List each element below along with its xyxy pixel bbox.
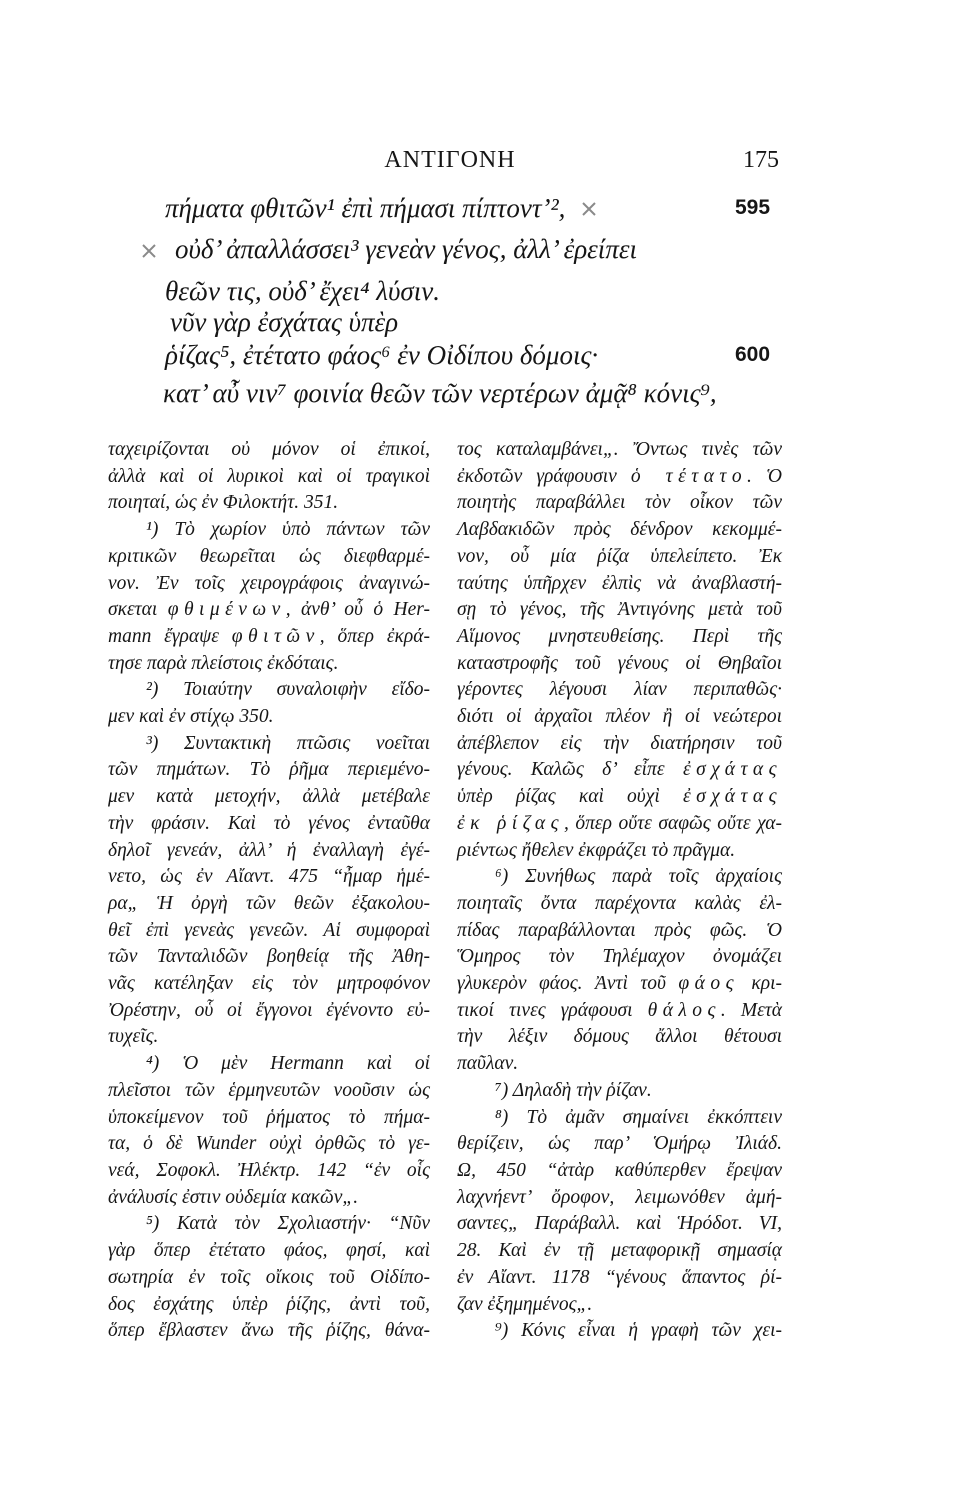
- footnote-line: ⁴) Ὁ μὲν Hermann καὶ οἱ: [146, 1053, 430, 1075]
- verse-line-number: 595: [735, 196, 771, 219]
- footnote-line: ⁹) Κόνις εἶναι ἡ γραφὴ τῶν χει-: [495, 1320, 782, 1342]
- footnote-line: δηλοῖ γενεάν, ἀλλ’ ἡ ἐναλλαγὴ ἐγέ-: [108, 839, 430, 861]
- emphasized-word: ἐκ ῥίζας: [457, 812, 564, 834]
- footnote-line: τὴν λέξιν δόμους ἄλλοι θέτουσι: [457, 1026, 782, 1048]
- footnote-line: ποιητὴς παραβάλλει τὸν οἶκον τῶν: [457, 492, 782, 514]
- footnote-line: ταύτης ὑπῆρχεν ἐλπὶς νὰ ἀναβλαστή-: [457, 572, 782, 594]
- footnote-line: τῶν πημάτων. Τὸ ῥῆμα περιεμένο-: [108, 759, 430, 781]
- emphasized-word: ἐσχάτας: [682, 759, 782, 781]
- footnote-line: κριτικῶν θεωρεῖται ὡς διεφθαρμέ-: [108, 545, 430, 567]
- page-number: 175: [743, 147, 779, 173]
- emphasized-word: ὁ τέτατο: [630, 465, 748, 487]
- footnote-line: ὑποκείμενον τοῦ ῥήματος τὸ πήμα-: [108, 1106, 430, 1128]
- footnote-line: ζαν ἐξημημένος„.: [457, 1293, 593, 1315]
- footnote-line: πλεῖστοι τῶν ἑρμηνευτῶν νοοῦσιν ὡς: [108, 1079, 430, 1101]
- verse-line: πήματα φθιτῶν¹ ἐπὶ πήμασι πίπτοντ’²,: [165, 193, 566, 223]
- footnote-line: ποιηταί, ὡς ἐν Φιλοκτήτ. 351.: [108, 492, 339, 514]
- footnote-line: ἀπέβλεπον εἰς τὴν διατήρησιν τοῦ: [457, 732, 782, 754]
- footnote-line: νᾶς κατέληξαν εἰς τὸν μητροφόνον: [108, 973, 430, 995]
- footnote-line: δος ἐσχάτης ὑπὲρ ῥίζης, ἀντὶ τοῦ,: [108, 1293, 430, 1315]
- footnote-line: θερίζειν, ὡς παρ’ Ὁμήρῳ Ἰλιάδ.: [457, 1133, 782, 1155]
- footnote-line: διότι οἱ ἀρχαῖοι πλέον ἢ οἱ νεώτεροι: [457, 706, 782, 728]
- footnote-line: νεά, Σοφοκλ. Ἠλέκτρ. 142 “ἐν οἷς: [108, 1159, 430, 1181]
- footnote-line: σωτηρία ἐν τοῖς οἴκοις τοῦ Οἰδίπο-: [108, 1266, 430, 1288]
- footnote-line: Ω, 450 “ἀτὰρ καθύπερθεν ἔρεψαν: [457, 1159, 782, 1181]
- footnote-line: νον, οὗ μία ῥίζα ὑπελείπετο. Ἐκ: [457, 545, 782, 567]
- footnote-line: παῦλαν.: [457, 1053, 519, 1075]
- footnote-line: πίδας παραβάλλονται πρὸς φῶς. Ὁ: [457, 919, 782, 941]
- footnote-line: σκεται φθιμένων, ἀνθ’ οὗ ὁ Her-: [108, 599, 430, 621]
- footnote-line: λαχνήεντ’ ὄροφον, λειμωνόθεν ἀμή-: [457, 1186, 782, 1208]
- footnote-line: τησε παρὰ πλείστοις ἐκδόταις.: [108, 652, 339, 674]
- footnote-line: Αἵμονος μνηστευθείσης. Περὶ τῆς: [457, 625, 782, 647]
- footnote-line: Λαβδακιδῶν πρὸς δένδρον κεκομμέ-: [457, 519, 782, 541]
- footnotes-right-column: [457, 437, 782, 1345]
- emphasized-word: ἐσχάτας: [682, 786, 782, 808]
- footnote-line: τῶν Τανταλιδῶν βοηθείᾳ τῆς Ἀθη-: [108, 946, 430, 968]
- footnotes-left-column: [108, 437, 430, 1345]
- footnote-line: τα, ὁ δὲ Wunder οὐχὶ ὀρθῶς τὸ γε-: [108, 1133, 430, 1155]
- pencil-cross-icon: [140, 242, 158, 260]
- footnote-line: γένους. Καλῶς δ’ εἶπε ἐσχάτας: [457, 759, 782, 781]
- footnote-line: ⁶) Συνήθως παρὰ τοῖς ἀρχαίοις: [495, 866, 782, 888]
- footnote-line: γέροντες λέγουσι λίαν περιπαθῶς·: [457, 679, 782, 701]
- footnote-line: Ὅμηρος τὸν Τηλέμαχον ὀνομάζει: [457, 946, 782, 968]
- footnote-line: σῃ τὸ γένος, τῆς Ἀντιγόνης μετὰ τοῦ: [457, 599, 782, 621]
- footnote-line: ὑπὲρ ῥίζας καὶ οὐχὶ ἐσχάτας: [457, 786, 782, 808]
- footnote-line: ἐν Αἴαντ. 1178 “γένους ἅπαντος ῥί-: [457, 1266, 782, 1288]
- footnote-line: τος καταλαμβάνει„. Ὄντως τινὲς τῶν: [457, 439, 782, 460]
- footnote-line: Ὀρέστην, οὗ οἱ ἔγγονοι ἐγένοντο εὐ-: [108, 999, 430, 1021]
- footnote-line: τικοί τινες γράφουσι θάλος. Μετὰ: [457, 999, 782, 1021]
- footnote-line: τυχεῖς.: [108, 1026, 159, 1048]
- footnote-line: ρα„ Ἡ ὀργὴ τῶν θεῶν ἐξακολου-: [108, 892, 430, 914]
- footnote-line: 28. Καὶ ἐν τῇ μεταφορικῇ σημασίᾳ: [457, 1240, 782, 1262]
- verse-line: θεῶν τις, οὐδ’ ἔχει⁴ λύσιν.: [165, 276, 440, 306]
- footnote-line: ταχειρίζονται οὐ μόνον οἱ ἐπικοί,: [108, 439, 430, 460]
- footnote-line: σαντες„ Παράβαλλ. καὶ Ἡρόδοτ. VI,: [457, 1213, 782, 1235]
- verse-line: κατ’ αὖ νιν⁷ φοινία θεῶν τῶν νερτέρων ἀμᾷ⁸ κόνις⁹,: [163, 378, 717, 408]
- emphasized-word: φθιμένων: [167, 599, 286, 621]
- footnote-line: θεῖ ἐπὶ γενεὰς γενεῶν. Αἱ συμφοραὶ: [108, 919, 430, 941]
- footnote-line: ³) Συντακτικὴ πτῶσις νοεῖται: [146, 732, 430, 754]
- footnote-line: τὴν φράσιν. Καὶ τὸ γένος ἐνταῦθα: [108, 812, 430, 834]
- verse-line-number: 600: [735, 343, 771, 366]
- footnote-line: μεν καὶ ἐν στίχῳ 350.: [108, 706, 274, 728]
- footnote-line: ⁵) Κατὰ τὸν Σχολιαστήν· “Νῦν: [146, 1213, 430, 1235]
- verse-line: νῦν γὰρ ἐσχάτας ὑπὲρ: [170, 307, 399, 337]
- running-title: ΑΝΤΙΓΟΝΗ: [384, 147, 516, 173]
- footnote-line: νετο, ὡς ἐν Αἴαντ. 475 “ἦμαρ ἡμέ-: [108, 866, 430, 888]
- footnote-line: mann ἔγραψε φθιτῶν, ὅπερ ἐκρά-: [108, 625, 430, 647]
- footnote-line: ποιηταῖς ὄντα παρέχοντα καλὰς ἐλ-: [457, 892, 782, 914]
- emphasized-word: θάλος: [647, 999, 721, 1021]
- verse-line: ῥίζας⁵, ἐτέτατο φάος⁶ ἐν Οἰδίπου δόμοις·: [165, 340, 599, 370]
- emphasized-word: φθιτῶν: [231, 625, 320, 647]
- footnote-line: ¹) Τὸ χωρίον ὑπὸ πάντων τῶν: [146, 519, 430, 541]
- footnote-line: γλυκερὸν φάος. Ἀντὶ τοῦ φάος κρι-: [457, 973, 782, 995]
- footnote-line: ἀλλὰ καὶ οἱ λυρικοὶ καὶ οἱ τραγικοὶ: [108, 465, 430, 487]
- footnote-line: ἐκδοτῶν γράφουσιν ὁ τέτατο. Ὁ: [457, 465, 782, 487]
- emphasized-word: φάος: [678, 973, 739, 995]
- footnote-line: ⁸) Τὸ ἀμᾶν σημαίνει ἐκκόπτειν: [495, 1106, 782, 1128]
- pencil-cross-icon: [580, 200, 598, 218]
- footnote-line: ⁷) Δηλαδὴ τὴν ῥίζαν.: [495, 1079, 652, 1101]
- footnote-line: ²) Τοιαύτην συναλοιφὴν εἴδο-: [146, 679, 430, 701]
- footnote-line: ριέντως ἤθελεν ἐκφράζει τὸ πρᾶγμα.: [457, 839, 736, 861]
- footnote-line: ὅπερ ἔβλαστεν ἄνω τῆς ῥίζης, θάνα-: [108, 1320, 430, 1342]
- footnote-line: ἀνάλυσίς ἐστιν οὐδεμία κακῶν„.: [108, 1186, 359, 1208]
- footnote-line: γὰρ ὅπερ ἐτέτατο φάος, φησί, καὶ: [108, 1240, 430, 1262]
- verse-line: οὐδ’ ἀπαλλάσσει³ γενεὰν γένος, ἀλλ’ ἐρείπει: [175, 234, 637, 264]
- footnote-line: μεν κατὰ μετοχήν, ἀλλὰ μετέβαλε: [108, 786, 430, 808]
- footnote-line: νον. Ἐν τοῖς χειρογράφοις ἀναγινώ-: [108, 572, 430, 594]
- footnote-line: ἐκ ῥίζας, ὅπερ οὔτε σαφῶς οὔτε χα-: [457, 812, 782, 834]
- footnote-line: καταστροφῆς τοῦ γένους οἱ Θηβαῖοι: [457, 652, 782, 674]
